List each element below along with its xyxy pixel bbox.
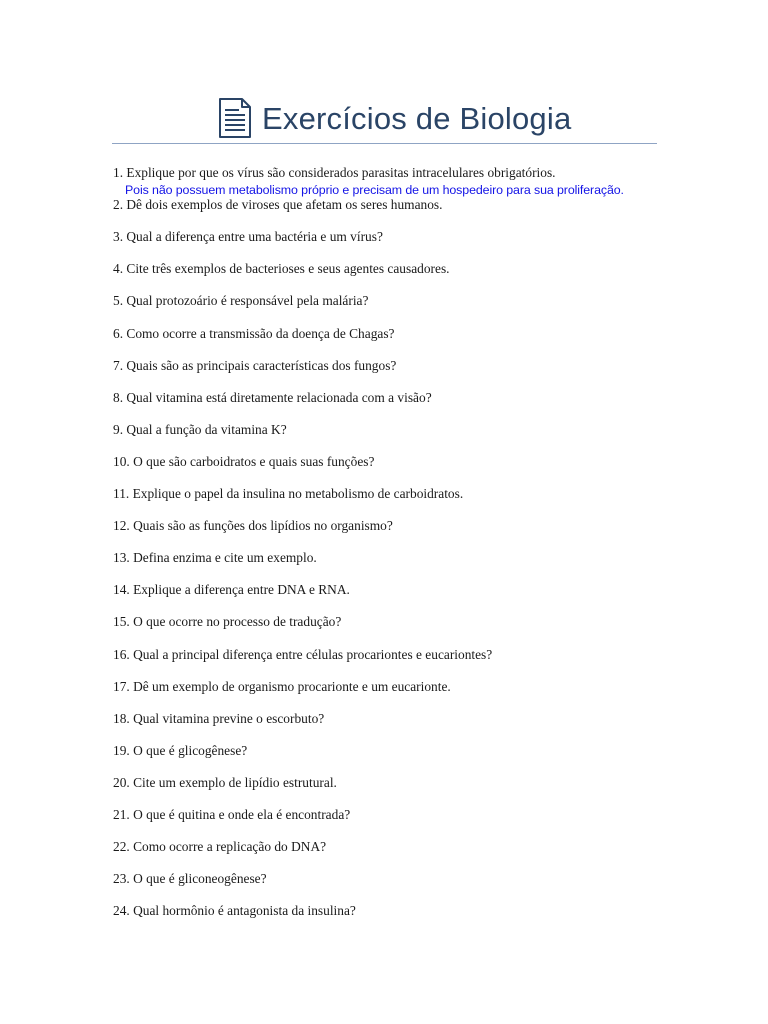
- question-23: 23. O que é gliconeogênese?: [113, 871, 267, 887]
- question-4: 4. Cite três exemplos de bacterioses e seus agentes causadores.: [113, 261, 450, 277]
- question-12: 12. Quais são as funções dos lipídios no organismo?: [113, 518, 393, 534]
- question-18: 18. Qual vitamina previne o escorbuto?: [113, 710, 325, 726]
- title-divider: [112, 143, 657, 144]
- page-header: [218, 96, 571, 140]
- question-17: 17. Dê um exemplo de organismo procarionte e um eucarionte.: [113, 678, 451, 694]
- question-7: 7. Quais são as principais características dos fungos?: [113, 357, 397, 373]
- question-10: 10. O que são carboidratos e quais suas funções?: [113, 453, 375, 469]
- question-3: 3. Qual a diferença entre uma bactéria e um vírus?: [113, 229, 383, 245]
- question-24: 24. Qual hormônio é antagonista da insulina?: [113, 903, 356, 919]
- question-6: 6. Como ocorre a transmissão da doença de Chagas?: [113, 325, 395, 341]
- question-14: 14. Explique a diferença entre DNA e RNA.: [113, 582, 350, 598]
- answer-1: Pois não possuem metabolismo próprio e precisam de um hospedeiro para sua proliferação.: [125, 183, 624, 197]
- question-21: 21. O que é quitina e onde ela é encontrada?: [113, 807, 351, 822]
- question-19: 19. O que é glicogênese?: [113, 742, 248, 758]
- question-1: 1. Explique por que os vírus são considerados parasitas intracelulares obrigatórios.: [113, 165, 556, 180]
- question-5: 5. Qual protozoário é responsável pela malária?: [113, 293, 369, 309]
- page-title: Exercícios de Biologia: [262, 100, 572, 136]
- question-11: 11. Explique o papel da insulina no metabolismo de carboidratos.: [113, 486, 464, 501]
- question-13: 13. Defina enzima e cite um exemplo.: [113, 550, 317, 566]
- question-20: 20. Cite um exemplo de lipídio estrutural.: [113, 774, 337, 790]
- question-8: 8. Qual vitamina está diretamente relacionada com a visão?: [113, 389, 432, 405]
- question-16: 16. Qual a principal diferença entre células procariontes e eucariontes?: [113, 646, 493, 662]
- question-22: 22. Como ocorre a replicação do DNA?: [113, 839, 327, 855]
- question-15: 15. O que ocorre no processo de tradução?: [113, 614, 342, 630]
- document-icon: [218, 98, 252, 138]
- question-9: 9. Qual a função da vitamina K?: [113, 421, 287, 437]
- question-2: 2. Dê dois exemplos de viroses que afetam os seres humanos.: [113, 197, 443, 213]
